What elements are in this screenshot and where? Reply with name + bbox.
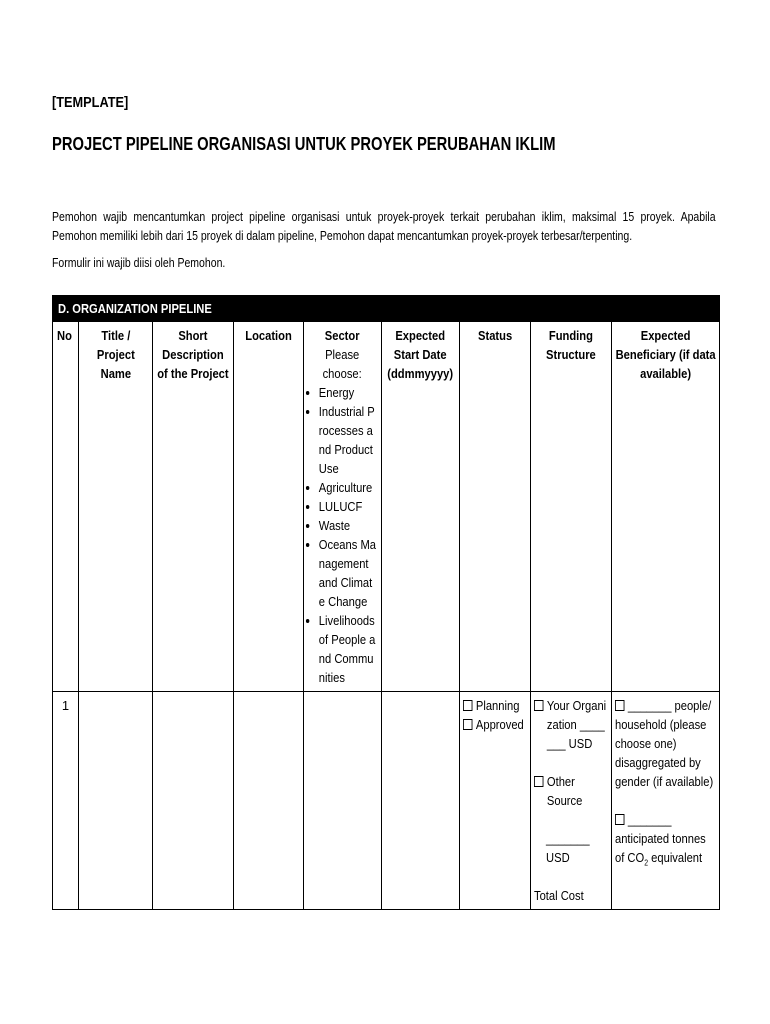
header-sector: Sector Please choose: • Energy • Industrial Processes and Product Use • Agriculture • LULUCF • Waste • Oceans Management and Climate Change • Livelihoods of People and Communities — [304, 322, 382, 692]
sector-hint: Please choose: — [322, 347, 363, 381]
start-date-cell[interactable] — [382, 692, 460, 910]
page-title: PROJECT PIPELINE ORGANISASI UNTUK PROYEK PERUBAHAN IKLIM — [52, 134, 556, 154]
location-cell[interactable] — [234, 692, 304, 910]
checkbox-icon — [615, 700, 624, 711]
beneficiary-cell — [612, 692, 720, 910]
intro — [52, 208, 716, 281]
header-location: Location — [234, 322, 304, 692]
intro-paragraph: Pemohon wajib mencantumkan project pipeline organisasi untuk proyek-proyek terkait perubahan iklim, maksimal 15 proyek. Apabila Pemohon memiliki lebih dari 15 proyek di dalam pipeline, Pemohon dapat mencantumkan proyek-proyek terbesar/terpenting. — [52, 210, 716, 243]
checkbox-icon — [534, 776, 543, 787]
status-option-planning[interactable]: Planning — [463, 696, 527, 715]
header-start-date: Expected Start Date (ddmmyyyy) — [382, 322, 460, 692]
beneficiary-option-co2[interactable]: _______ anticipated tonnes of $CO_2$ equivalent — [615, 812, 706, 868]
header-funding: Funding Structure — [531, 322, 612, 692]
table-row — [53, 692, 720, 910]
sector-option: • LULUCF — [319, 497, 378, 516]
sector-cell[interactable] — [304, 692, 382, 910]
funding-other-amount: _______ USD — [546, 831, 590, 865]
description-cell[interactable] — [153, 692, 234, 910]
sector-option: • Agriculture — [319, 478, 378, 497]
section-title: D. ORGANIZATION PIPELINE — [53, 296, 720, 322]
funding-cell — [531, 692, 612, 910]
intro-note: Formulir ini wajib diisi oleh Pemohon. — [52, 256, 226, 270]
template-tag: [TEMPLATE] — [52, 94, 129, 111]
sector-option: • Industrial Processes and Product Use — [319, 402, 378, 478]
checkbox-icon — [463, 700, 472, 711]
checkbox-icon — [534, 700, 543, 711]
header-status: Status — [460, 322, 531, 692]
funding-option-organization[interactable]: Your Organization _______ USD — [534, 696, 608, 753]
status-cell — [460, 692, 531, 910]
header-beneficiary: Expected Beneficiary (if data available) — [612, 322, 720, 692]
beneficiary-option-people[interactable]: _______ people/ household (please choose one) disaggregated by gender (if available) — [615, 698, 714, 789]
funding-option-other[interactable]: Other Source — [534, 772, 608, 810]
pipeline-table — [52, 295, 720, 910]
sector-option: • Oceans Management and Climate Change — [319, 535, 378, 611]
checkbox-icon — [615, 814, 624, 825]
checkbox-icon — [463, 719, 472, 730]
row-no: 1 — [53, 692, 79, 910]
status-option-approved[interactable]: Approved — [463, 715, 527, 734]
sector-options — [307, 383, 378, 687]
sector-option: • Livelihoods of People and Communities — [319, 611, 378, 687]
title-cell[interactable] — [79, 692, 153, 910]
header-no: No — [53, 322, 79, 692]
sector-option: • Waste — [319, 516, 378, 535]
header-description: Short Description of the Project — [153, 322, 234, 692]
total-cost-label: Total Cost — [534, 888, 584, 903]
sector-option: • Energy — [319, 383, 378, 402]
header-title: Title / Project Name — [79, 322, 153, 692]
